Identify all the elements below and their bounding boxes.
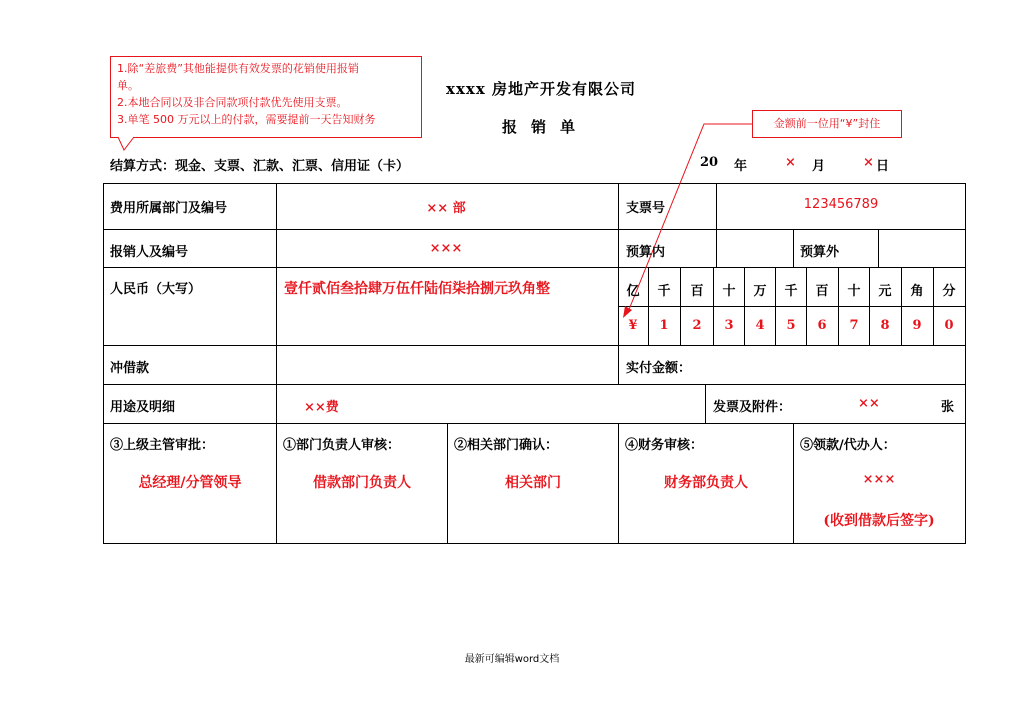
date-year-label: 年 [734,159,748,174]
digit-value: 6 [817,318,827,333]
claimant-label: 报销人及编号 [110,245,189,260]
date-day-label: 日 [876,159,890,174]
approval-label-supervisor: ③上级主管审批： [110,438,215,453]
digit-value: 8 [880,318,890,333]
check-no-value: 123456789 [803,197,879,212]
digit-value: 7 [849,318,859,333]
digit-value: 9 [912,318,922,333]
settlement-methods: 结算方式：现金、支票、汇款、汇票、信用证（卡） [110,159,410,174]
dept-value: ×× 部 [426,201,466,216]
digit-header: 十 [847,284,861,299]
date-month-value: × [785,155,796,170]
note-line: 2.本地合同以及非合同款项付款优先使用支票。 [117,96,348,109]
approval-value-supervisor: 总经理/分管领导 [138,475,242,491]
offset-label: 冲借款 [110,361,150,376]
approval-label-dept-head: ①部门负责人审核： [283,438,401,453]
digit-header: 千 [784,284,798,299]
budget-in-label: 预算内 [626,245,666,260]
digit-header: 千 [657,284,671,299]
digit-header: 万 [753,284,767,299]
actual-amount-label: 实付金额： [626,361,692,376]
form-title: 报销单 [502,118,590,136]
purpose-label: 用途及明细 [110,400,176,415]
claimant-value: ××× [429,241,463,256]
purpose-value: ××费 [304,400,339,415]
digit-value: 5 [786,318,796,333]
approval-value-recipient: ××× [862,472,896,487]
date-day-value: × [863,155,874,170]
date-line [700,155,900,173]
rmb-amount-words: 壹仟贰佰叁拾肆万伍仟陆佰柒拾捌元玖角整 [284,281,550,297]
digit-value: ¥ [628,318,638,333]
approval-label-recipient: ⑤领款/代办人： [800,438,896,453]
digit-header: 百 [815,284,829,299]
recipient-sign-note: (收到借款后签字) [823,513,935,529]
note-line: 3.单笔 500 万元以上的付款，需要提前一天告知财务 [117,113,376,126]
budget-out-label: 预算外 [800,245,840,260]
dept-label: 费用所属部门及编号 [110,201,228,216]
approval-value-finance: 财务部负责人 [664,475,748,491]
approval-value-related-dept: 相关部门 [505,475,561,491]
digit-header: 亿 [626,284,640,299]
amount-callout: 金额前一位用“¥”封住 [752,110,902,138]
digit-value: 1 [659,318,669,333]
digit-header: 元 [878,284,892,299]
invoice-count: ×× [858,396,880,411]
date-month-label: 月 [812,159,826,174]
company-name: xxxx 房地产开发有限公司 [446,80,636,98]
invoice-unit: 张 [941,400,955,415]
digit-header: 角 [910,284,924,299]
digit-value: 2 [692,318,702,333]
check-no-label: 支票号 [626,201,666,216]
digit-value: 4 [755,318,765,333]
instruction-callout [110,56,422,138]
digit-header: 百 [690,284,704,299]
digit-value: 3 [724,318,734,333]
approval-label-related-dept: ②相关部门确认： [454,438,559,453]
approval-value-dept-head: 借款部门负责人 [313,475,411,491]
approval-label-finance: ④财务审核： [625,438,704,453]
note-line: 1.除“差旅费”其他能提供有效发票的花销使用报销 [117,62,359,75]
digit-value: 0 [944,318,954,333]
note-line: 单。 [117,79,139,92]
digit-header: 分 [942,284,956,299]
rmb-label: 人民币（大写） [110,282,202,297]
invoice-label: 发票及附件： [713,400,792,415]
date-year-prefix: 20 [700,155,719,170]
digit-header: 十 [722,284,736,299]
footer-caption: 最新可编辑word文档 [464,654,560,665]
